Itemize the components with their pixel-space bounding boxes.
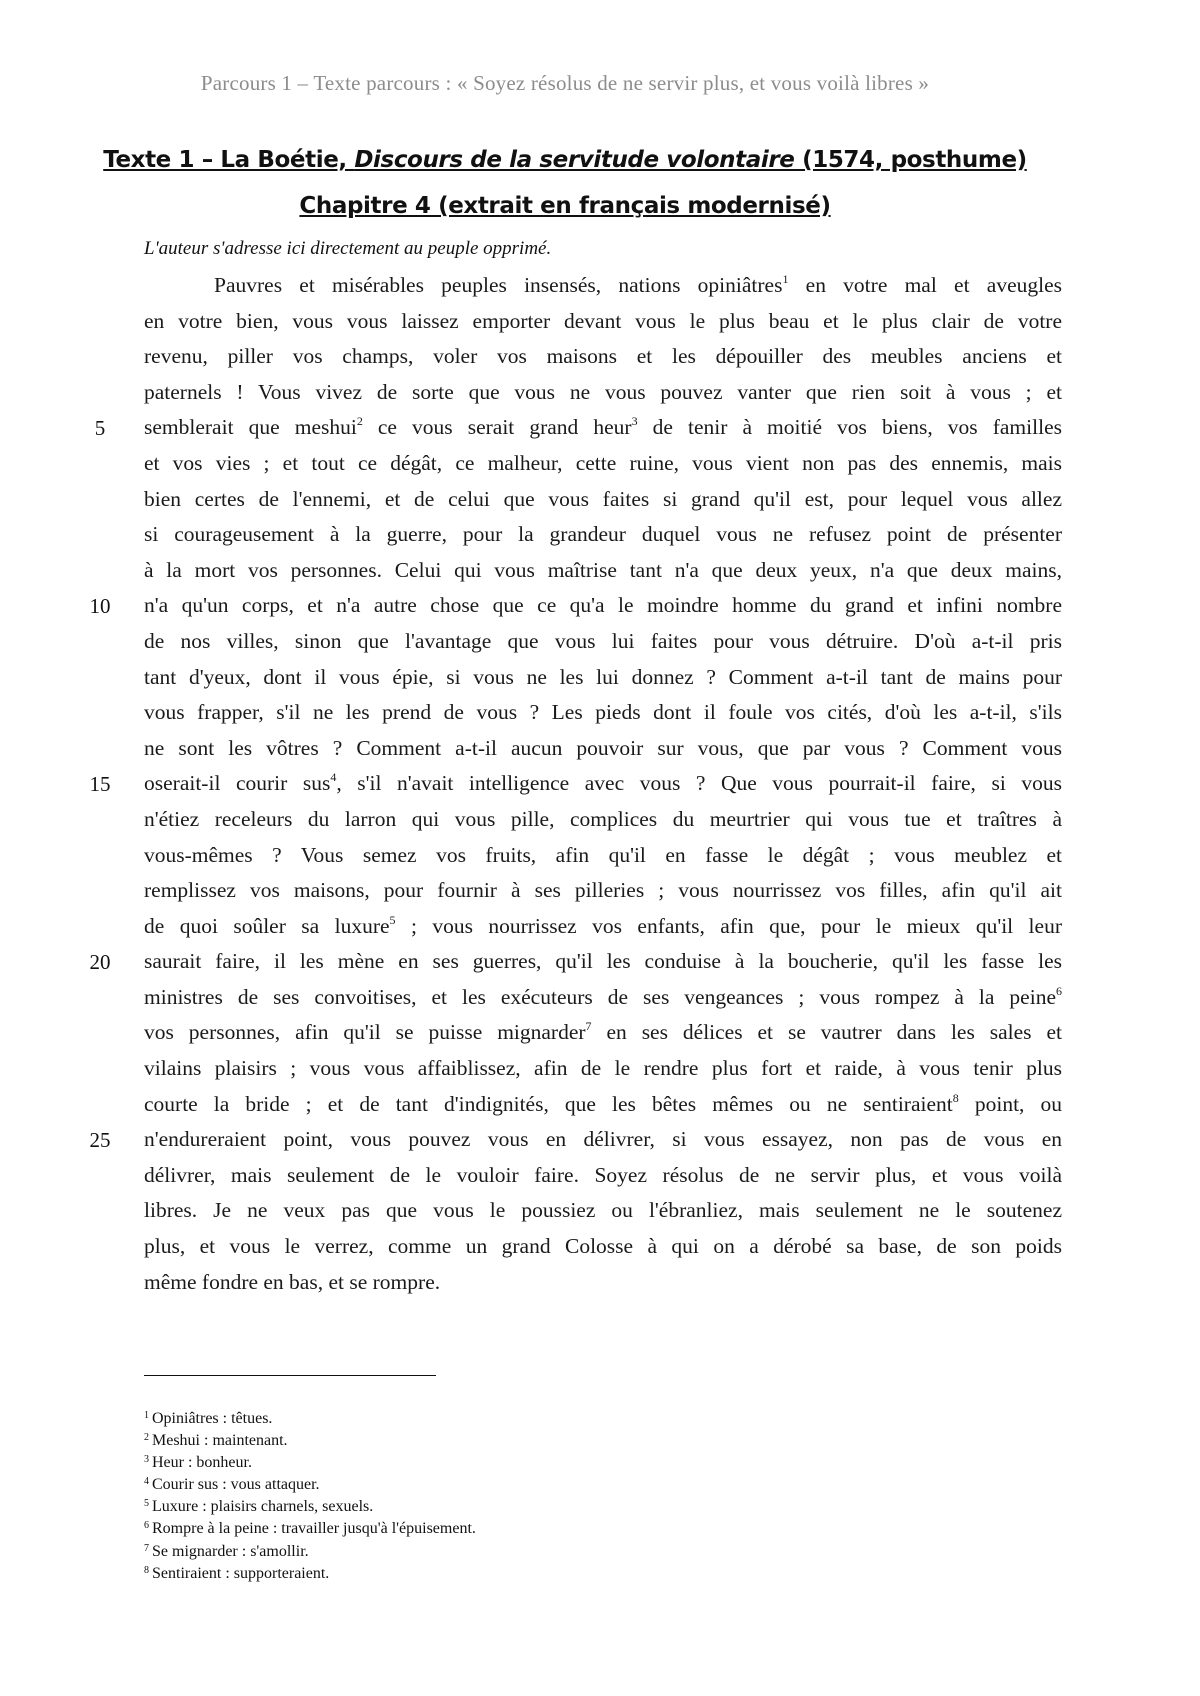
footnote-number: 6 [144,1520,149,1532]
line-text: Pauvres et misérables peuples insensés, nations opiniâtres [214,273,783,297]
footnote-number: 4 [144,1476,149,1488]
line-text: libres. Je ne veux pas que vous le poussiez ou l'ébranliez, mais seulement ne le soutenez [144,1198,1062,1223]
footnote-ref: 3 [631,414,638,429]
line-text: point, ou [958,1091,1063,1116]
line-text: si courageusement à la guerre, pour la grandeur duquel vous ne refusez point de présenter [144,522,1062,547]
text-line [144,873,1062,909]
work-title: Discours de la servitude volontaire [354,147,795,173]
footnote-text: Sentiraient : supporteraient. [152,1564,330,1582]
text-line [144,446,1062,482]
text-line [144,944,1062,980]
text-line [144,909,1062,945]
footnote-number: 7 [144,1542,149,1554]
line-text: courte la bride ; et de tant d'indignités, que les bêtes mêmes ou ne sentiraient [144,1091,953,1116]
text-line [144,517,1062,553]
intro-note: L'auteur s'adresse ici directement au peuple opprimé. [144,238,552,259]
footnote [144,1518,476,1540]
main-text [144,268,1062,1300]
line-text: n'endureraient point, vous pouvez vous en délivrer, si vous essayez, non pas de vous en [144,1127,1062,1152]
line-text: ; vous nourrissez vos enfants, afin que, pour le mieux qu'il leur [395,913,1062,938]
text-line [144,304,1062,340]
line-text: vos personnes, afin qu'il se puisse mignarder [144,1020,586,1045]
line-text: revenu, piller vos champs, voler vos maisons et les dépouiller des meubles anciens et [144,344,1062,369]
footnotes [144,1408,476,1585]
text-line [144,838,1062,874]
footnote [144,1496,476,1518]
line-number: 25 [89,1128,111,1153]
text-line [144,588,1062,624]
document-title [0,147,1130,173]
footnote [144,1408,476,1430]
text-line [144,1122,1062,1158]
text-line [144,731,1062,767]
line-text: oserait-il courir sus [144,771,331,796]
footnote [144,1541,476,1563]
line-text: ne sont les vôtres ? Comment a-t-il aucun pouvoir sur vous, que par vous ? Comment vous [144,735,1062,760]
footnote-ref: 1 [782,272,789,286]
line-text: en ses délices et se vautrer dans les sales et [591,1020,1062,1045]
footnote-text: Opiniâtres : têtues. [152,1410,273,1427]
text-line [144,980,1062,1016]
text-line [144,339,1062,375]
footnote-ref: 8 [952,1090,959,1105]
text-line [144,695,1062,731]
line-number: 15 [89,772,111,797]
text-line [144,660,1062,696]
text-line [144,1051,1062,1087]
line-text: remplissez vos maisons, pour fournir à ses pilleries ; vous nourrissez vos filles, afin qu'il ait [144,878,1062,903]
line-text: saurait faire, il les mène en ses guerres, qu'il les conduise à la boucherie, qu'il les fasse les [144,949,1062,974]
line-text: paternels ! Vous vivez de sorte que vous ne vous pouvez vanter que rien soit à vous ; et [144,379,1062,404]
text-line [144,1087,1062,1123]
line-text: semblerait que meshui [144,415,357,440]
line-text: ministres de ses convoitises, et les exécuteurs de ses vengeances ; vous rompez à la peine [144,984,1056,1009]
line-text: n'a qu'un corps, et n'a autre chose que ce qu'a le moindre homme du grand et infini nombre [144,593,1062,618]
chapter-title: Chapitre 4 (extrait en français modernisé) [299,193,831,219]
line-text: vous-mêmes ? Vous semez vos fruits, afin qu'il en fasse le dégât ; vous meublez et [144,842,1062,867]
footnote-number: 2 [144,1432,149,1444]
footnote-ref: 6 [1056,983,1062,998]
footnote-ref: 4 [330,770,337,785]
text-line [144,1015,1062,1051]
line-number: 5 [94,416,106,441]
footnote-number: 1 [144,1410,149,1421]
line-text: , s'il n'avait intelligence avec vous ? Que vous pourrait-il faire, si vous [336,771,1062,796]
footnote-number: 3 [144,1454,149,1466]
text-line [144,482,1062,518]
footnote-ref: 2 [356,414,363,429]
line-text: délivrer, mais seulement de le vouloir faire. Soyez résolus de ne servir plus, et vous voilà [144,1162,1062,1187]
line-text: vous frapper, s'il ne les prend de vous ? Les pieds dont il foule vos cités, d'où les a-t-il, s'ils [144,700,1062,725]
page-header: Parcours 1 – Texte parcours : « Soyez résolus de ne servir plus, et vous voilà libres » [200,71,930,95]
line-text: tant d'yeux, dont il vous épie, si vous ne les lui donnez ? Comment a-t-il tant de mains pour [144,664,1062,689]
text-line [144,1158,1062,1194]
line-text: plus, et vous le verrez, comme un grand Colosse à qui on a dérobé sa base, de son poids [144,1234,1062,1259]
footnote [144,1474,476,1496]
line-number: 20 [89,950,111,975]
line-number: 10 [89,594,111,619]
text-line [144,1229,1062,1265]
line-text: n'étiez receleurs du larron qui vous pille, complices du meurtrier qui vous tue et traîtres à [144,806,1062,831]
text-line [144,766,1062,802]
footnote [144,1430,476,1452]
line-text: ce vous serait grand heur [362,415,632,440]
line-text: en votre bien, vous vous laissez emporter devant vous le plus beau et le plus clair de votre [144,308,1062,333]
footnote [144,1452,476,1474]
text-line [144,1193,1062,1229]
footnote-text: Rompre à la peine : travailler jusqu'à l'épuisement. [152,1520,476,1538]
text-line [144,375,1062,411]
footnote-text: Luxure : plaisirs charnels, sexuels. [152,1498,374,1516]
line-text: de tenir à moitié vos biens, vos familles [637,415,1062,440]
line-text: de nos villes, sinon que l'avantage que vous lui faites pour vous détruire. D'où a-t-il pris [144,628,1062,653]
text-line [144,624,1062,660]
footnote-text: Se mignarder : s'amollir. [152,1542,309,1560]
footnote-ref: 7 [585,1019,592,1034]
text-line [144,410,1062,446]
line-text: bien certes de l'ennemi, et de celui que vous faites si grand qu'il est, pour lequel vous allez [144,486,1062,511]
line-text: en votre mal et aveugles [788,273,1062,297]
line-text: et vos vies ; et tout ce dégât, ce malheur, cette ruine, vous vient non pas des ennemis, mais [144,450,1062,475]
footnote-text: Courir sus : vous attaquer. [152,1476,320,1494]
footnote-text: Heur : bonheur. [152,1454,252,1472]
footnote [144,1563,476,1585]
line-text: même fondre en bas, et se rompre. [144,1269,441,1294]
line-text: à la mort vos personnes. Celui qui vous maîtrise tant n'a que deux yeux, n'a que deux mains, [144,557,1062,582]
title-suffix: (1574, posthume) [794,147,1027,173]
footnote-number: 8 [144,1564,149,1576]
footnote-number: 5 [144,1498,149,1510]
line-text: vilains plaisirs ; vous vous affaiblissez, afin de le rendre plus fort et raide, à vous tenir plus [144,1056,1062,1081]
footnote-text: Meshui : maintenant. [152,1432,288,1450]
title-prefix: Texte 1 – La Boétie, [103,147,355,173]
footnote-ref: 5 [389,912,396,927]
text-line [144,553,1062,589]
line-text: de quoi soûler sa luxure [144,913,390,938]
text-line [144,802,1062,838]
text-line [144,268,1062,304]
footnote-separator [144,1375,436,1376]
text-line [144,1265,1062,1301]
